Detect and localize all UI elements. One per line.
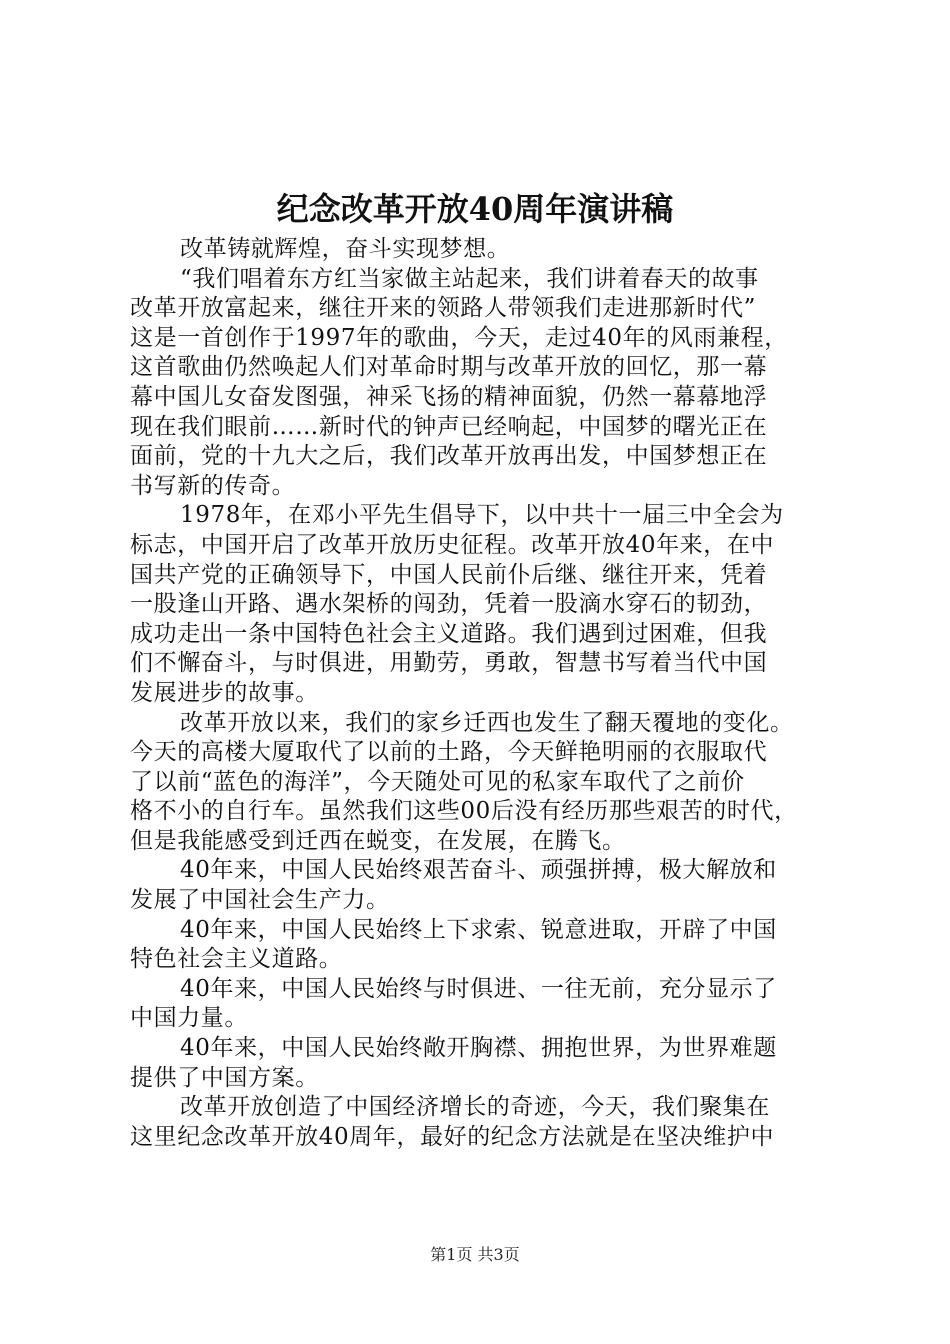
body-line: 国共产党的正确领导下，中国人民前仆后继、继往开来，凭着: [130, 561, 768, 588]
body-line: 提供了中国方案。: [130, 1064, 319, 1091]
body-line: 改革铸就辉煌，奋斗实现梦想。: [180, 236, 511, 262]
body-line: 40年来，中国人民始终敞开胸襟、拥抱世界，为世界难题: [180, 1035, 777, 1062]
body-line: 40年来，中国人民始终上下求索、锐意进取，开辟了中国: [180, 916, 777, 943]
body-line: 了以前“蓝色的海洋”，今天随处可见的私家车取代了之前价: [130, 768, 745, 795]
body-line: 成功走出一条中国特色社会主义道路。我们遇到过困难，但我: [130, 620, 768, 647]
body-line: 格不小的自行车。虽然我们这些00后没有经历那些艰苦的时代，: [130, 798, 798, 825]
body-line: 这里纪念改革开放40周年，最好的纪念方法就是在坚决维护中: [130, 1123, 775, 1150]
body-line: 40年来，中国人民始终艰苦奋斗、顽强拼搏，极大解放和: [180, 857, 777, 884]
body-line: 发展进步的故事。: [130, 679, 319, 706]
body-line: 幕中国儿女奋发图强，神采飞扬的精神面貌，仍然一幕幕地浮: [130, 383, 768, 410]
body-line: “我们唱着东方红当家做主站起来，我们讲着春天的故事: [180, 265, 759, 292]
document-body: [130, 235, 840, 1152]
page-footer: 第1页 共3页: [430, 1245, 520, 1264]
body-line: 们不懈奋斗，与时俱进，用勤劳，勇敢，智慧书写着当代中国: [130, 650, 768, 677]
body-line: 一股逢山开路、遇水架桥的闯劲，凭着一股滴水穿石的韧劲，: [130, 591, 768, 618]
body-line: 改革开放创造了中国经济增长的奇迹，今天，我们聚集在: [180, 1094, 770, 1121]
body-line: 特色社会主义道路。: [130, 946, 343, 973]
body-line: 中国力量。: [130, 1005, 248, 1032]
body-line: 改革开放富起来，继往开来的领路人带领我们走进那新时代”: [130, 295, 756, 322]
body-line: 书写新的传奇。: [130, 472, 296, 499]
document-title: 纪念改革开放40周年演讲稿: [276, 190, 674, 228]
body-line: 面前，党的十九大之后，我们改革开放再出发，中国梦想正在: [130, 443, 768, 470]
body-line: 标志，中国开启了改革开放历史征程。改革开放40年来，在中: [130, 531, 775, 558]
body-line: 改革开放以来，我们的家乡迁西也发生了翻天覆地的变化。: [180, 709, 794, 736]
body-line: 现在我们眼前……新时代的钟声已经响起，中国梦的曙光正在: [130, 413, 768, 440]
body-line: 但是我能感受到迁西在蜕变，在发展，在腾飞。: [130, 827, 626, 854]
body-line: 发展了中国社会生产力。: [130, 887, 390, 914]
body-line: 40年来，中国人民始终与时俱进、一往无前，充分显示了: [180, 975, 777, 1002]
body-line: 1978年，在邓小平先生倡导下，以中共十一届三中全会为: [180, 502, 784, 529]
body-line: 这首歌曲仍然唤起人们对革命时期与改革开放的回忆，那一幕: [130, 354, 768, 381]
body-line: 这是一首创作于1997年的歌曲，今天，走过40年的风雨兼程，: [130, 324, 788, 351]
body-line: 今天的高楼大厦取代了以前的土路，今天鲜艳明丽的衣服取代: [130, 739, 768, 766]
